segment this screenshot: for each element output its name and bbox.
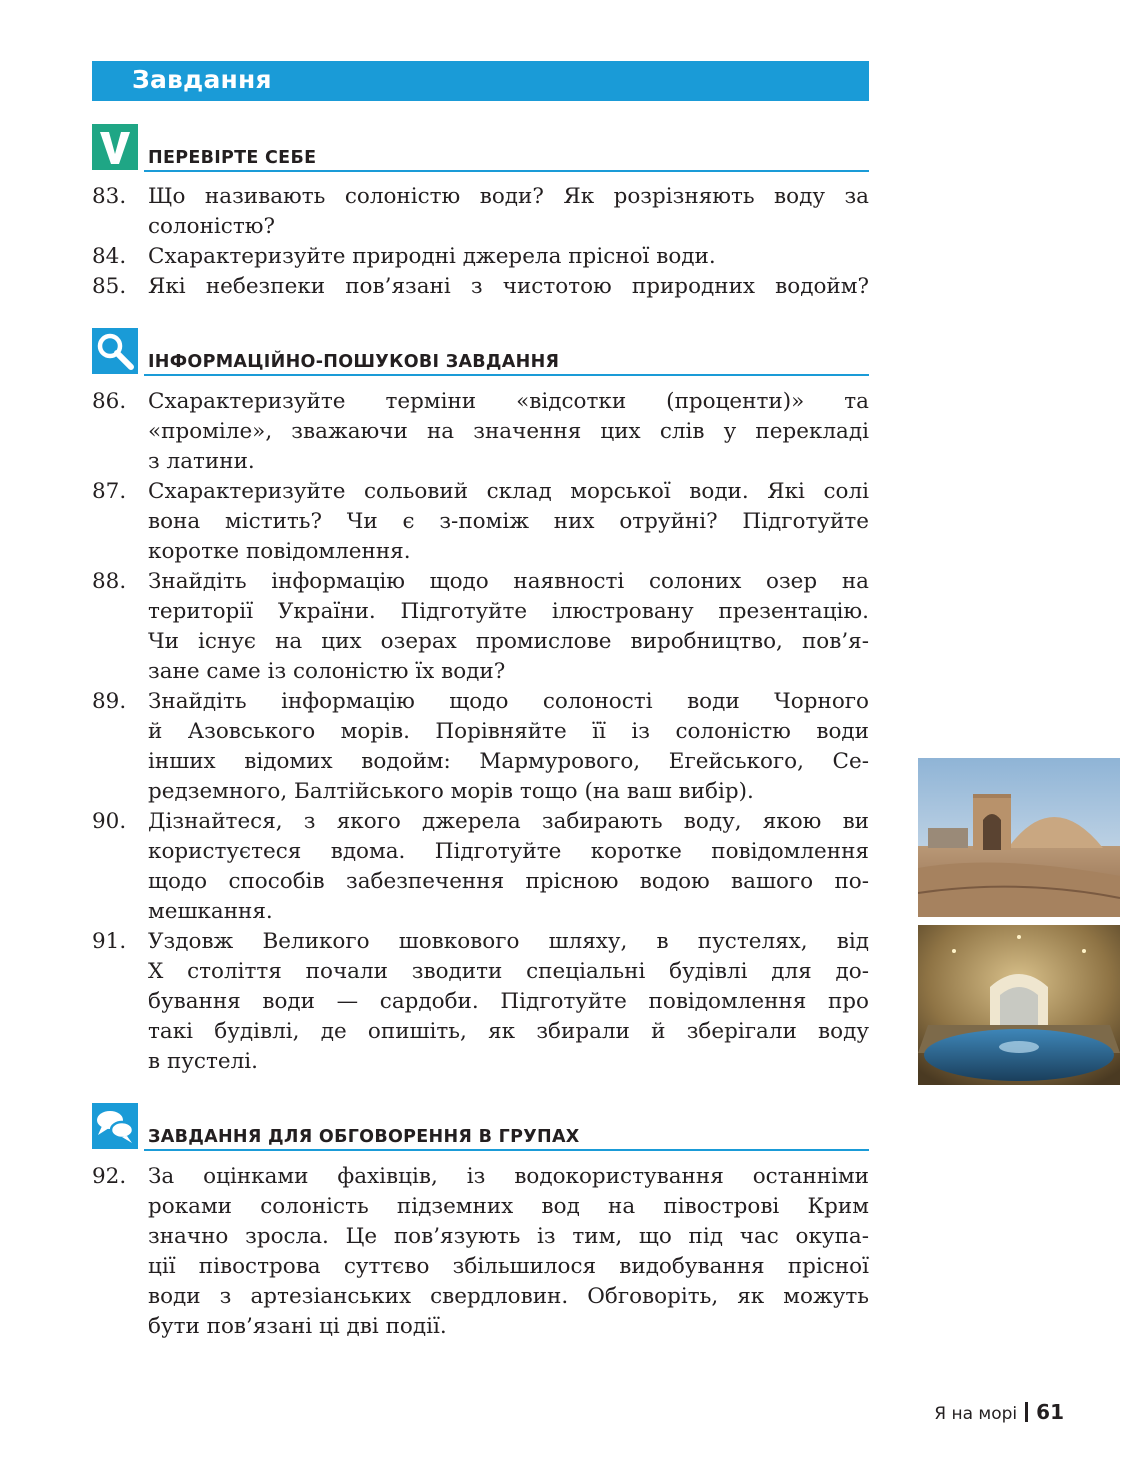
task-92 — [92, 1162, 869, 1342]
task-line: Знайдіть інформацію щодо наявності солоних озер на — [148, 569, 869, 594]
tasks-banner — [92, 61, 869, 101]
section-rule — [144, 170, 869, 172]
sardoba-interior-photo — [918, 925, 1120, 1085]
task-line: Які небезпеки пов’язані з чистотою природних водойм? — [148, 274, 869, 299]
task-line: бути пов’язані ці дві події. — [148, 1314, 447, 1339]
task-number: 86. — [92, 389, 127, 414]
task-line: вона містить? Чи є з-поміж них отруйні? Підготуйте — [148, 509, 869, 534]
task-line: Уздовж Великого шовкового шляху, в пустелях, від — [148, 929, 869, 954]
task-number: 85. — [92, 274, 127, 299]
task-91 — [92, 927, 869, 1077]
task-line: значно зросла. Це пов’язують із тим, що під час окупа- — [148, 1224, 869, 1249]
task-line: солоністю? — [148, 214, 275, 239]
task-number: 92. — [92, 1164, 127, 1189]
task-line: й Азовського морів. Порівняйте її із солоністю води — [148, 719, 869, 744]
task-line: території України. Підготуйте ілюстровану презентацію. — [148, 599, 869, 624]
task-number: 84. — [92, 244, 127, 269]
task-84 — [92, 242, 869, 272]
task-line: в пустелі. — [148, 1049, 258, 1074]
task-line: інших відомих водойм: Мармурового, Егейського, Се- — [148, 749, 869, 774]
task-line: ції півострова суттєво збільшилося видобування прісної — [148, 1254, 869, 1279]
magnifier-icon — [92, 328, 138, 374]
task-line: води з артезіанських свердловин. Обговоріть, як можуть — [148, 1284, 869, 1309]
task-line: X століття почали зводити спеціальні будівлі для до- — [148, 959, 869, 984]
section-check — [92, 124, 869, 172]
section-title: ПЕРЕВІРТЕ СЕБЕ — [148, 148, 317, 168]
task-88 — [92, 567, 869, 687]
section-rule — [144, 1149, 869, 1151]
section-title: ІНФОРМАЦІЙНО-ПОШУКОВІ ЗАВДАННЯ — [148, 352, 560, 372]
banner-title: Завдання — [132, 65, 272, 94]
task-line: користуєтеся вдома. Підготуйте коротке повідомлення — [148, 839, 869, 864]
task-line: коротке повідомлення. — [148, 539, 411, 564]
task-number: 91. — [92, 929, 127, 954]
speech-bubbles-icon — [92, 1103, 138, 1149]
task-line: редземного, Балтійського морів тощо (на ваш вибір). — [148, 779, 754, 804]
section-discuss — [92, 1103, 869, 1151]
task-number: 83. — [92, 184, 127, 209]
task-line: з латини. — [148, 449, 255, 474]
task-89 — [92, 687, 869, 807]
task-87 — [92, 477, 869, 567]
task-number: 87. — [92, 479, 127, 504]
task-90 — [92, 807, 869, 927]
task-86 — [92, 387, 869, 477]
checkmark-icon — [92, 124, 138, 170]
task-line: Чи існує на цих озерах промислове виробництво, пов’я- — [148, 629, 869, 654]
task-line: такі будівлі, де опишіть, як збирали й зберігали воду — [148, 1019, 869, 1044]
task-line: Схарактеризуйте сольовий склад морської води. Які солі — [148, 479, 869, 504]
task-line: «проміле», зважаючи на значення цих слів у перекладі — [148, 419, 869, 444]
page-number: 61 — [1036, 1400, 1064, 1424]
task-line: За оцінками фахівців, із водокористування останніми — [148, 1164, 869, 1189]
task-line: бування води — сардоби. Підготуйте повідомлення про — [148, 989, 869, 1014]
page-footer — [880, 1400, 1064, 1424]
section-search — [92, 328, 869, 376]
task-number: 90. — [92, 809, 127, 834]
footer-separator — [1025, 1402, 1028, 1422]
section-rule — [144, 374, 869, 376]
task-line: Дізнайтеся, з якого джерела забирають воду, якою ви — [148, 809, 869, 834]
task-number: 88. — [92, 569, 127, 594]
task-number: 89. — [92, 689, 127, 714]
running-title: Я на морі — [934, 1404, 1018, 1424]
task-line: Схарактеризуйте природні джерела прісної води. — [148, 244, 716, 269]
sardoba-exterior-photo — [918, 758, 1120, 917]
task-line: Знайдіть інформацію щодо солоності води Чорного — [148, 689, 869, 714]
task-85 — [92, 272, 869, 302]
task-line: зане саме із солоністю їх води? — [148, 659, 506, 684]
task-line: мешкання. — [148, 899, 273, 924]
task-83 — [92, 182, 869, 242]
section-title: ЗАВДАННЯ ДЛЯ ОБГОВОРЕННЯ В ГРУПАХ — [148, 1127, 580, 1147]
task-line: щодо способів забезпечення прісною водою вашого по- — [148, 869, 869, 894]
task-line: Схарактеризуйте терміни «відсотки (проценти)» та — [148, 389, 869, 414]
task-line: Що називають солоністю води? Як розрізняють воду за — [148, 184, 869, 209]
task-line: роками солоність підземних вод на півострові Крим — [148, 1194, 869, 1219]
